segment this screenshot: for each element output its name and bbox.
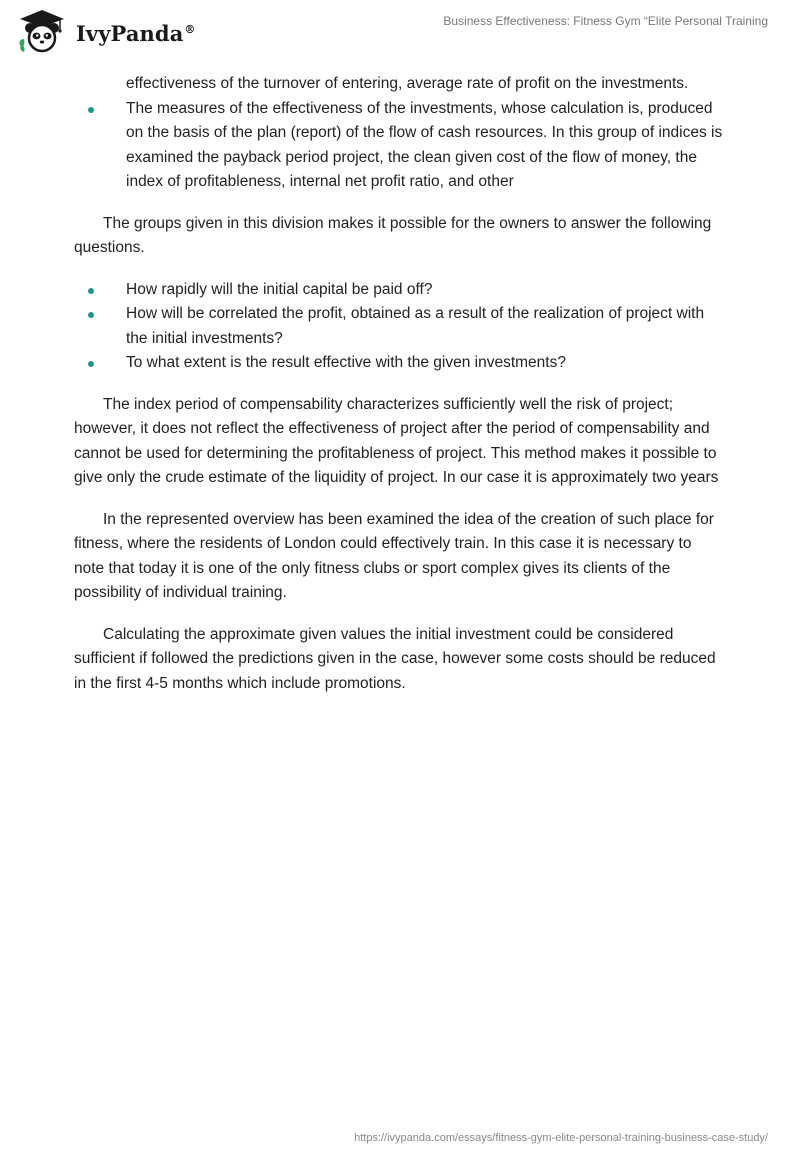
bullet-icon	[88, 361, 94, 367]
list-item	[74, 351, 724, 376]
bullet-icon	[88, 312, 94, 318]
bullet-list-questions	[74, 278, 724, 376]
list-item-text: The measures of the effectiveness of the investments, whose calculation is, produced on the basis of the plan (report) of the flow of cash resources. In this group of indices is examined the payback period project, the clean given cost of the flow of money, the index of profitableness, internal net profit ratio, and other	[126, 99, 723, 190]
list-item	[74, 97, 724, 195]
paragraph-conclusion: Calculating the approximate given values the initial investment could be considered sufficient if followed the predictions given in the case, however some costs should be reduced in the first 4-5 months which include promotions.	[74, 625, 716, 692]
bullet-icon	[88, 288, 94, 294]
list-item-continuation: effectiveness of the turnover of entering, average rate of profit on the investments.	[126, 75, 689, 92]
ivypanda-logo[interactable]	[16, 8, 196, 54]
page-header	[0, 0, 800, 60]
list-item-text: How will be correlated the profit, obtained as a result of the realization of project with the initial investments?	[126, 305, 705, 347]
panda-graduate-icon	[16, 8, 68, 54]
registered-mark: ®	[184, 22, 196, 36]
brand-name: IvyPanda®	[76, 20, 196, 46]
list-item	[74, 278, 724, 303]
document-title: Business Effectiveness: Fitness Gym “Elite Personal Training	[443, 14, 768, 28]
list-item-text: How rapidly will the initial capital be paid off?	[126, 280, 433, 298]
bullet-list-measures	[74, 97, 724, 195]
paragraph-overview: In the represented overview has been examined the idea of the creation of such place for fitness, where the residents of London could effectively train. In this case it is necessary to note that today it is one of the only fitness clubs or sport complex gives its clients of the possibility of individual training.	[74, 510, 714, 601]
essay-body	[74, 72, 724, 696]
list-item-text: To what extent is the result effective with the given investments?	[126, 354, 566, 371]
source-url-link[interactable]: https://ivypanda.com/essays/fitness-gym-elite-personal-training-business-case-study/	[354, 1132, 768, 1144]
list-item	[74, 302, 724, 351]
bullet-icon	[88, 107, 94, 113]
paragraph-index-period: The index period of compensability characterizes sufficiently well the risk of project; however, it does not reflect the effectiveness of project after the period of compensability and cannot be used for determining the profitableness of project. This method makes it possible to give only the crude estimate of the liquidity of project. In our case it is approximately two years	[74, 395, 719, 486]
paragraph-groups: The groups given in this division makes it possible for the owners to answer the following questions.	[74, 214, 712, 256]
